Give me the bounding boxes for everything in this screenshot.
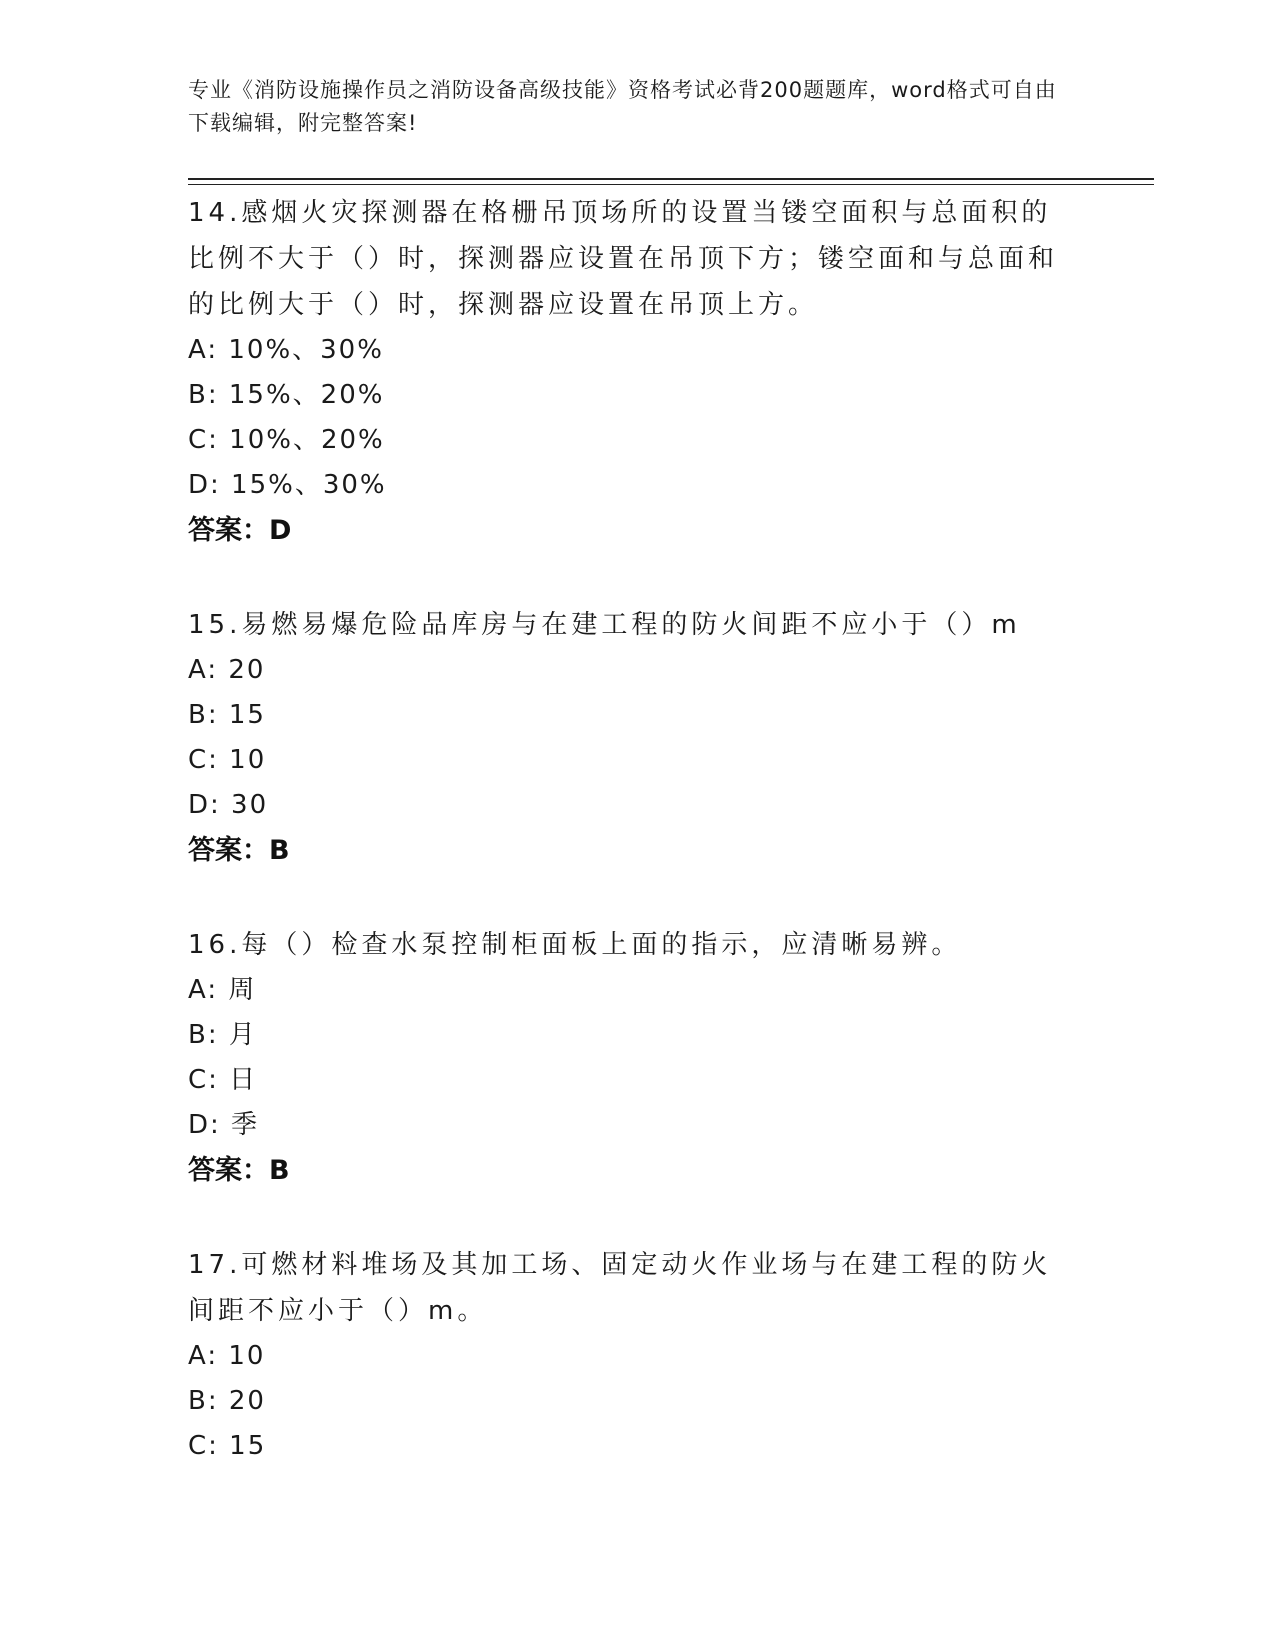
question-list: [188, 190, 1078, 1517]
question-stem: 16.每（）检查水泵控制柜面板上面的指示，应清晰易辨。: [188, 930, 962, 960]
option-d: D: 季: [188, 1110, 260, 1140]
option-b: B: 20: [188, 1386, 266, 1416]
option-a: A: 10: [188, 1341, 266, 1371]
answer-line: [188, 1148, 1078, 1194]
option-d: D: 15%、30%: [188, 470, 387, 500]
option-a: A: 20: [188, 655, 266, 685]
option-a: A: 10%、30%: [188, 335, 384, 365]
answer-line: [188, 508, 1078, 554]
question-16: [188, 922, 1078, 1194]
option-c: C: 日: [188, 1065, 258, 1095]
document-header: 专业《消防设施操作员之消防设备高级技能》资格考试必背200题题库，word格式可自由下载编辑，附完整答案!: [188, 78, 1057, 135]
option-c: C: 10: [188, 745, 267, 775]
answer-value: B: [269, 835, 290, 866]
question-15: [188, 602, 1078, 874]
question-14: [188, 190, 1078, 554]
option-b: B: 15%、20%: [188, 380, 385, 410]
header-divider-thick: [188, 178, 1154, 180]
option-b: B: 月: [188, 1020, 257, 1050]
header-divider-thin: [188, 184, 1154, 185]
option-c: C: 15: [188, 1431, 267, 1461]
option-d: D: 30: [188, 790, 269, 820]
option-a: A: 周: [188, 975, 257, 1005]
answer-line: [188, 828, 1078, 874]
option-c: C: 10%、20%: [188, 425, 385, 455]
question-stem: 14.感烟火灾探测器在格栅吊顶场所的设置当镂空面积与总面积的比例不大于（）时，探测器应设置在吊顶下方；镂空面和与总面和的比例大于（）时，探测器应设置在吊顶上方。: [188, 198, 1059, 320]
answer-label: 答案：: [188, 1155, 269, 1186]
question-17: [188, 1242, 1078, 1469]
question-stem: 17.可燃材料堆场及其加工场、固定动火作业场与在建工程的防火间距不应小于（）m。: [188, 1250, 1052, 1326]
question-stem: 15.易燃易爆危险品库房与在建工程的防火间距不应小于（）m: [188, 610, 1021, 640]
answer-label: 答案：: [188, 835, 269, 866]
answer-value: B: [269, 1155, 290, 1186]
answer-label: 答案：: [188, 515, 269, 546]
answer-value: D: [269, 515, 292, 546]
option-b: B: 15: [188, 700, 266, 730]
